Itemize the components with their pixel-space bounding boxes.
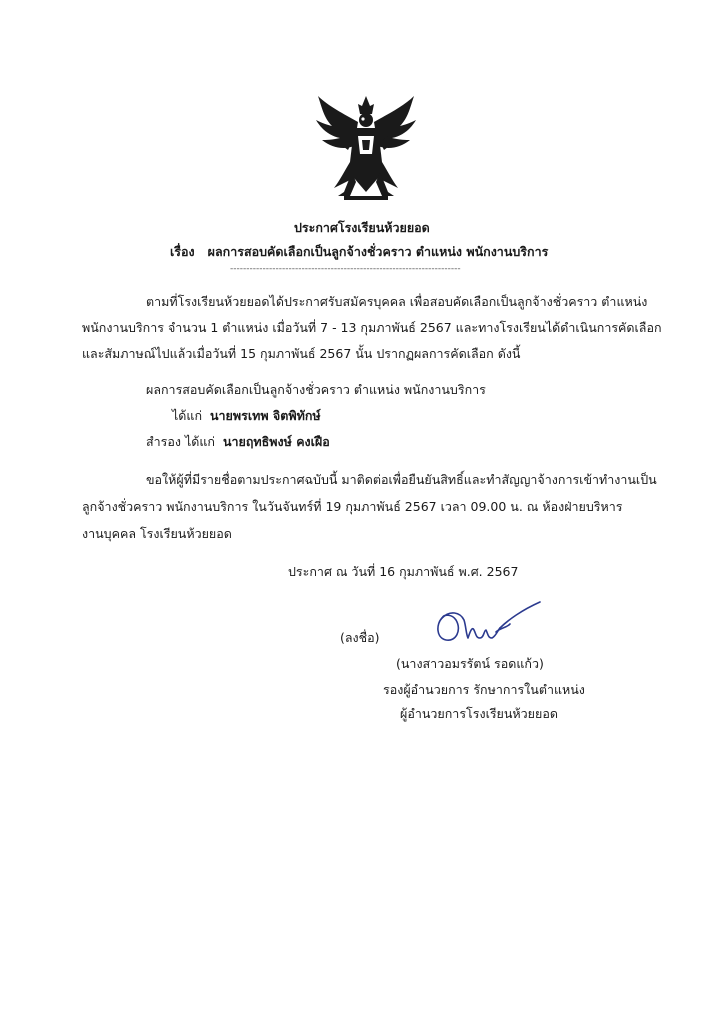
para1-line2: พนักงานบริการ จำนวน 1 ตำแหน่ง เมื่อวันที่ 7 - 13 กุมภาพันธ์ 2567 และทางโรงเรียนได้ดำเนินการคัดเลือก	[82, 320, 662, 335]
reserve-label: สำรอง ได้แก่	[146, 434, 215, 449]
divider: -----------------------------------------------------------------------	[230, 264, 461, 274]
signer-position-line1: รองผู้อำนวยการ รักษาการในตำแหน่ง	[383, 682, 585, 697]
winner-name: นายพรเทพ จิตพิทักษ์	[209, 408, 321, 423]
result-heading: ผลการสอบคัดเลือกเป็นลูกจ้างชั่วคราว ตำแหน่ง พนักงานบริการ	[146, 382, 486, 397]
winner-label: ได้แก่	[172, 408, 203, 423]
para1-line3: และสัมภาษณ์ไปแล้วเมื่อวันที่ 15 กุมภาพันธ์ 2567 นั้น ปรากฏผลการคัดเลือก ดังนี้	[82, 346, 521, 361]
signer-name: (นางสาวอมรรัตน์ รอดแก้ว)	[396, 656, 544, 671]
announce-date: ประกาศ ณ วันที่ 16 กุมภาพันธ์ พ.ศ. 2567	[288, 564, 519, 579]
para2-line2: ลูกจ้างชั่วคราว พนักงานบริการ ในวันจันทร์ที่ 19 กุมภาพันธ์ 2567 เวลา 09.00 น. ณ ห้องฝ่ายบริหาร	[82, 499, 623, 514]
para2-line1: ขอให้ผู้ที่มีรายชื่อตามประกาศฉบับนี้ มาติดต่อเพื่อยืนยันสิทธิ์และทำสัญญาจ้างการเข้าทำงานเป็น	[146, 472, 657, 487]
para1-line1: ตามที่โรงเรียนห้วยยอดได้ประกาศรับสมัครบุคคล เพื่อสอบคัดเลือกเป็นลูกจ้างชั่วคราว ตำแหน่ง	[146, 294, 648, 309]
subject-text: ผลการสอบคัดเลือกเป็นลูกจ้างชั่วคราว ตำแหน่ง พนักงานบริการ	[207, 244, 549, 259]
handwritten-signature	[430, 598, 545, 650]
reserve-name: นายฤทธิพงษ์ คงเฝือ	[222, 434, 330, 449]
para2-line3: งานบุคคล โรงเรียนห้วยยอด	[82, 526, 232, 541]
reserve-line	[146, 432, 330, 452]
announcement-title: ประกาศโรงเรียนห้วยยอด	[294, 220, 430, 235]
garuda-emblem	[314, 92, 418, 202]
signer-position-line2: ผู้อำนวยการโรงเรียนห้วยยอด	[400, 706, 558, 721]
winner-line	[172, 406, 321, 426]
subject-label: เรื่อง	[170, 244, 195, 259]
subject-line	[170, 242, 548, 262]
sign-label: (ลงชื่อ)	[340, 630, 380, 645]
